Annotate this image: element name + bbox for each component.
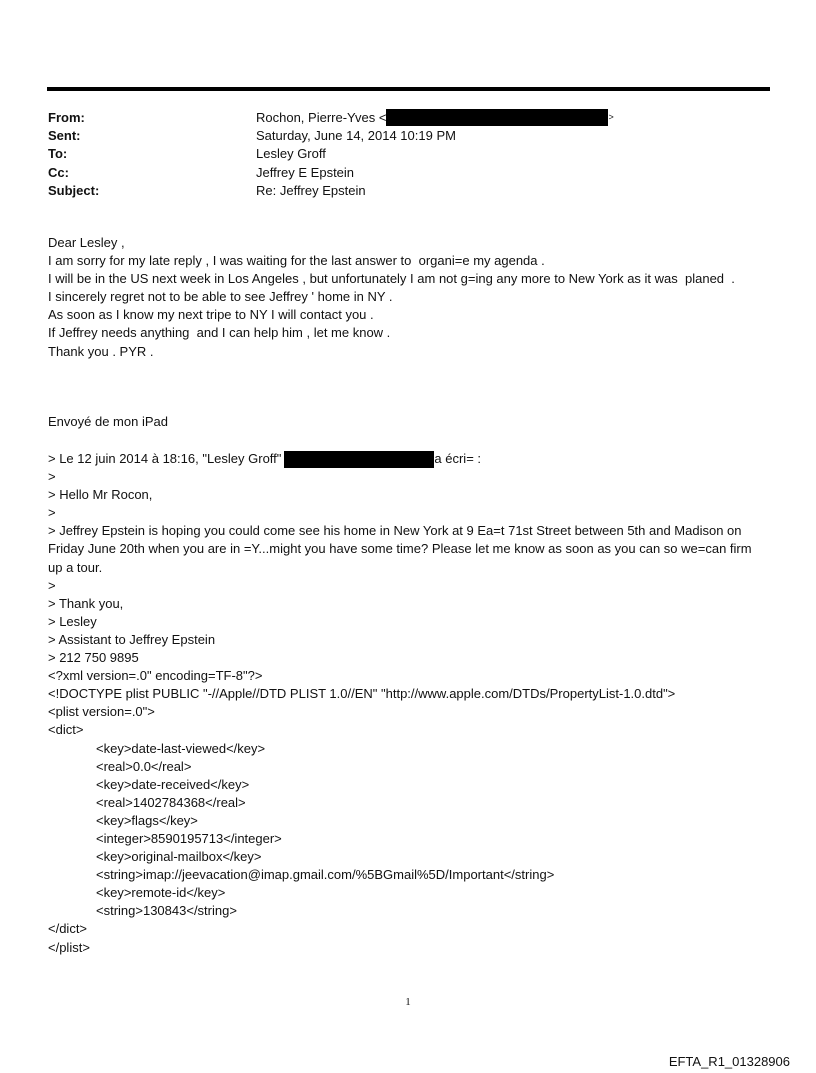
plist-entry: <key>remote-id</key> (96, 885, 226, 901)
dict-close: </dict> (48, 921, 88, 937)
sent-label: Sent: (48, 128, 81, 144)
to-value: Lesley Groff (256, 146, 326, 162)
signature (48, 413, 778, 431)
plist-close: </plist> (48, 939, 90, 955)
plist-xml-decl: <?xml version=.0" encoding=TF-8"?> (48, 668, 263, 684)
message-line: Dear Lesley , (48, 235, 125, 250)
to-row (48, 145, 768, 163)
plist-entry: <key>date-received</key> (96, 776, 250, 792)
message-line: As soon as I know my next tripe to NY I will contact you . (48, 307, 374, 323)
redacted-email (284, 451, 434, 468)
from-close: > (608, 112, 614, 123)
signature-line: Envoyé de mon iPad (48, 414, 168, 429)
quote-marker: > (48, 505, 56, 521)
quote-intro-after: a écri= : (434, 451, 482, 466)
plist-entry: <key>original-mailbox</key> (96, 849, 262, 865)
message-line: Thank you . PYR . (48, 343, 154, 359)
subject-label: Subject: (48, 183, 100, 199)
sent-row (48, 126, 768, 144)
from-label: From: (48, 109, 85, 125)
plist-entry: <integer>8590195713</integer> (96, 830, 282, 846)
quote-thanks: > Thank you, (48, 595, 124, 611)
quote-paragraph: > Jeffrey Epstein is hoping you could come see his home in New York at 9 Ea=t 71st Street between 5th and Madison on Friday June 20th when you are in =Y...might you have some time? Please let me know as soon as you can so we=can firm up a tour. (48, 523, 752, 575)
plist-doctype: <!DOCTYPE plist PUBLIC "-//Apple//DTD PLIST 1.0//EN" "http://www.apple.com/DTDs/PropertyList-1.0.dtd"> (48, 686, 676, 702)
quote-greeting: > Hello Mr Rocon, (48, 487, 153, 503)
quote-phone: > 212 750 9895 (48, 650, 139, 666)
email-header (48, 108, 768, 200)
message-line: I am sorry for my late reply , I was waiting for the last answer to organi=e my agenda . (48, 253, 545, 269)
from-value: Rochon, Pierre-Yves < (256, 109, 387, 125)
quote-title: > Assistant to Jeffrey Epstein (48, 631, 216, 647)
quote-intro-before: > Le 12 juin 2014 à 18:16, "Lesley Groff" (48, 451, 282, 466)
quote-marker: > (48, 469, 56, 485)
quote-name: > Lesley (48, 613, 97, 629)
plist-entry: <real>0.0</real> (96, 758, 192, 774)
message-line: If Jeffrey needs anything and I can help him , let me know . (48, 325, 391, 341)
plist-entry: <string>130843</string> (96, 903, 237, 919)
quoted-message (48, 450, 778, 957)
subject-row (48, 182, 768, 200)
cc-row (48, 163, 768, 181)
plist-entry: <key>flags</key> (96, 812, 198, 828)
plist-open: <plist version=.0"> (48, 704, 155, 720)
document-id: EFTA_R1_01328906 (668, 1054, 790, 1069)
redacted-email (386, 109, 608, 126)
quote-intro (48, 450, 778, 468)
cc-label: Cc: (48, 164, 69, 180)
subject-value: Re: Jeffrey Epstein (256, 183, 366, 199)
plist-entry: <key>date-last-viewed</key> (96, 740, 266, 756)
sent-value: Saturday, June 14, 2014 10:19 PM (256, 128, 456, 144)
to-label: To: (48, 146, 68, 162)
message-line: I sincerely regret not to be able to see Jeffrey ' home in NY . (48, 289, 393, 305)
cc-value: Jeffrey E Epstein (256, 164, 355, 180)
page-number: 1 (405, 996, 411, 1008)
message-body (48, 234, 778, 361)
plist-entry: <real>1402784368</real> (96, 794, 246, 810)
header-rule (47, 87, 770, 91)
dict-open: <dict> (48, 722, 84, 738)
plist-entry: <string>imap://jeevacation@imap.gmail.com/%5BGmail%5D/Important</string> (96, 867, 555, 883)
message-line: I will be in the US next week in Los Angeles , but unfortunately I am not g=ing any more to New York as it was planed . (48, 271, 735, 287)
quote-marker: > (48, 577, 56, 593)
from-row (48, 108, 768, 126)
